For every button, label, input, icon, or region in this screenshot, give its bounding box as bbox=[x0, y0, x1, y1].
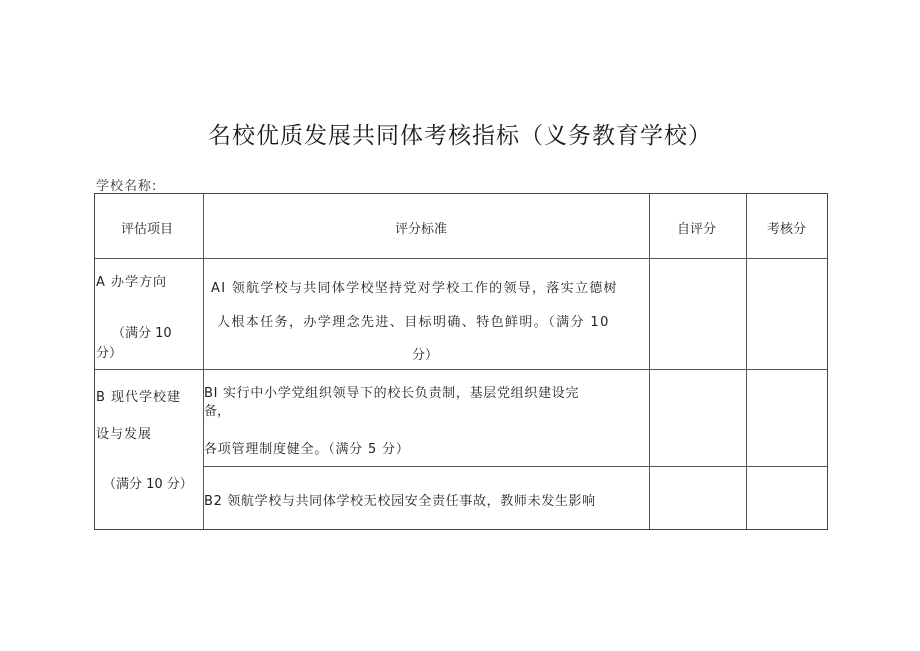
row-b1-criteria-line: BI 实行中小学党组织领导下的校长负责制，基层党组织建设完 bbox=[204, 386, 580, 401]
row-b-item-line: （满分 10 分） bbox=[103, 477, 193, 492]
column-divider bbox=[203, 194, 204, 529]
row-b1-criteria-line: 各项管理制度健全。（满分 5 分） bbox=[204, 442, 410, 457]
row-divider bbox=[203, 466, 827, 467]
header-item: 评估项目 bbox=[121, 222, 174, 237]
row-divider bbox=[95, 258, 827, 259]
row-b-item-line: B 现代学校建 bbox=[96, 390, 182, 405]
header-criteria: 评分标准 bbox=[395, 222, 448, 237]
column-divider bbox=[746, 194, 747, 529]
row-b2-criteria-line: B2 领航学校与共同体学校无校园安全责任事故，教师未发生影响 bbox=[204, 494, 596, 509]
header-audit-score: 考核分 bbox=[767, 222, 807, 237]
row-a-item-line: 分） bbox=[96, 346, 123, 361]
row-a-criteria-line: AI 领航学校与共同体学校坚持党对学校工作的领导，落实立德树 bbox=[211, 281, 618, 296]
row-a-item-line: （满分 10 bbox=[112, 326, 172, 341]
row-a-criteria-line: 分） bbox=[412, 348, 439, 363]
assessment-table bbox=[94, 193, 828, 530]
row-divider bbox=[95, 369, 827, 370]
header-self-score: 自评分 bbox=[677, 222, 717, 237]
document-title: 名校优质发展共同体考核指标（义务教育学校） bbox=[208, 123, 712, 149]
school-name-label: 学校名称: bbox=[96, 179, 158, 194]
column-divider bbox=[649, 194, 650, 529]
row-a-criteria-line: 人根本任务，办学理念先进、目标明确、特色鲜明。（满分 10 bbox=[217, 315, 610, 330]
row-b-item-line: 设与发展 bbox=[96, 427, 153, 442]
row-b1-criteria-line: 备， bbox=[204, 404, 231, 419]
row-a-item-line: A 办学方向 bbox=[96, 275, 168, 290]
